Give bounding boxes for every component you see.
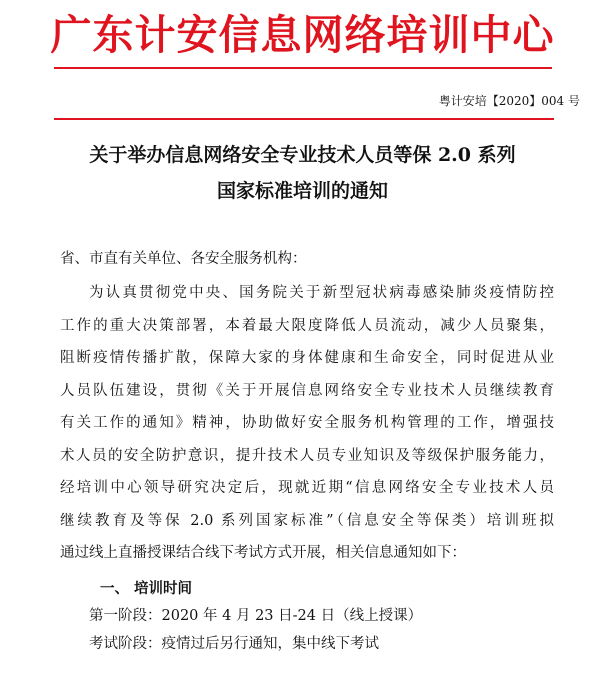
document-number: 粤计安培【2020】004 号 bbox=[438, 94, 580, 108]
body-line-3: 阻断疫情传播扩散，保障大家的身体健康和生命安全，同时促进从业 bbox=[60, 350, 554, 366]
header-divider bbox=[54, 118, 554, 120]
body-line-5: 有关工作的通知》精神，协助做好安全服务机构管理的工作，增强技 bbox=[60, 415, 554, 431]
masthead-rule bbox=[54, 67, 552, 69]
body-line-2: 工作的重大决策部署，本着最大限度降低人员流动，减少人员聚集， bbox=[60, 318, 554, 334]
masthead bbox=[0, 0, 605, 76]
section-heading-training-time: 一、 培训时间 bbox=[100, 580, 193, 597]
body-line-7: 经培训中心领导研究决定后，现就近期“信息网络安全专业技术人员 bbox=[60, 480, 554, 496]
masthead-title: 广东计安信息网络培训中心 bbox=[50, 11, 555, 59]
body-line-8: 继续教育及等保 2.0 系列国家标准”（信息安全等保类）培训班拟 bbox=[60, 513, 554, 529]
document-title-line-2: 国家标准培训的通知 bbox=[216, 180, 388, 202]
body-line-4: 人员队伍建设，贯彻《关于开展信息网络安全专业技术人员继续教育 bbox=[60, 383, 554, 399]
body-line-9: 通过线上直播授课结合线下考试方式开展，相关信息通知如下： bbox=[60, 545, 466, 561]
schedule-exam-phase: 考试阶段：疫情过后另行通知，集中线下考试 bbox=[89, 636, 379, 652]
body-line-1: 为认真贯彻党中央、国务院关于新型冠状病毒感染肺炎疫情防控 bbox=[89, 285, 554, 301]
body-line-6: 术人员的安全防护意识，提升技术人员专业知识及等级保护服务能力， bbox=[60, 448, 554, 464]
salutation: 省、市直有关单位、各安全服务机构： bbox=[60, 251, 307, 267]
document-title-line-1: 关于举办信息网络安全专业技术人员等保 2.0 系列 bbox=[89, 144, 516, 166]
schedule-phase-1: 第一阶段：2020 年 4 月 23 日-24 日（线上授课） bbox=[89, 608, 423, 624]
